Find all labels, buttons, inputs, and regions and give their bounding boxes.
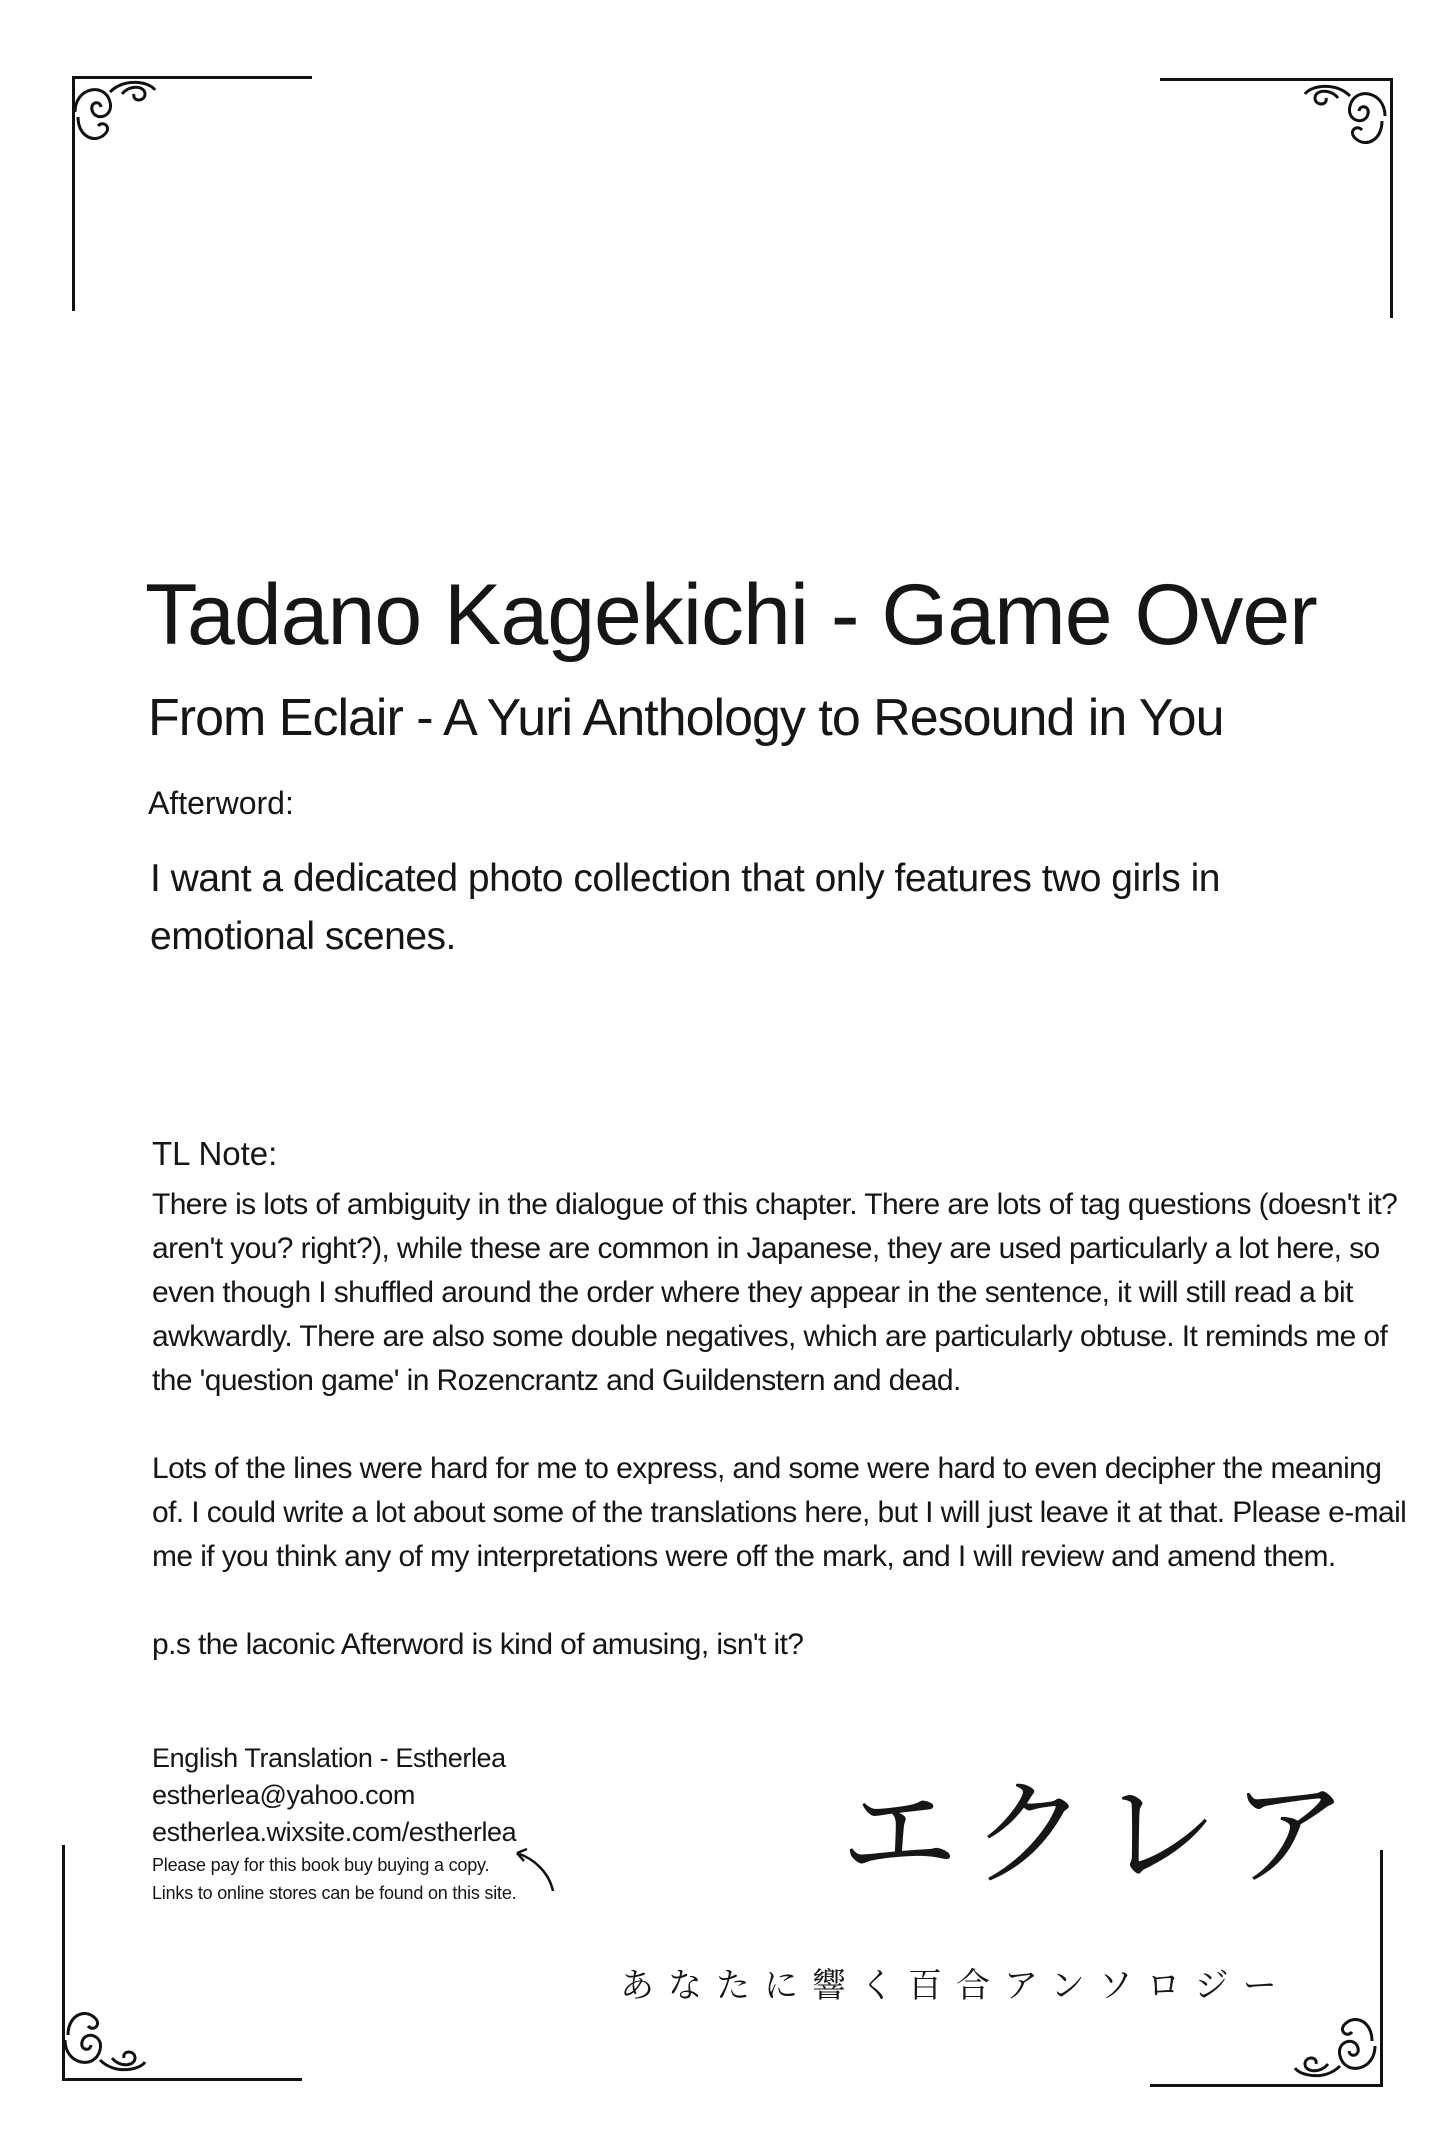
- purchase-note: Please pay for this book buy buying a copy.: [152, 1855, 490, 1875]
- scroll-ornament-icon: [1290, 1996, 1380, 2086]
- page-subtitle: From Eclair - A Yuri Anthology to Resound in You: [148, 689, 1224, 747]
- scroll-ornament-icon: [70, 72, 160, 162]
- tl-note-label: TL Note:: [152, 1135, 278, 1172]
- store-links-note: Links to online stores can be found on this site.: [152, 1883, 517, 1903]
- frame-bottom-right-vertical: [1380, 1850, 1383, 2086]
- afterword-text: I want a dedicated photo collection that only features two girls in emotional scenes.: [150, 857, 1220, 958]
- eclair-logo-subtitle: あなたに響く百合アンソロジー: [620, 1966, 1291, 2006]
- website-link[interactable]: estherlea.wixsite.com/estherlea: [152, 1817, 517, 1847]
- tl-note-paragraph: p.s the laconic Afterword is kind of amusing, isn't it?: [152, 1628, 804, 1661]
- page-title: Tadano Kagekichi - Game Over: [145, 567, 1317, 663]
- email-link[interactable]: estherlea@yahoo.com: [152, 1780, 415, 1810]
- afterword-label: Afterword:: [148, 785, 294, 821]
- scroll-ornament-icon: [60, 1990, 150, 2080]
- curved-arrow-icon: [505, 1843, 565, 1895]
- eclair-logo: エクレア: [840, 1765, 1361, 1903]
- tl-note-paragraph: Lots of the lines were hard for me to express, and some were hard to even decipher the meaning of. I could write a lot about some of the translations here, but I will just leave it at that. Please e-mail me if you think any of my interpretations were off the mark, and I will review and amend them.: [152, 1452, 1407, 1573]
- tl-note-body: [152, 1183, 1412, 1711]
- credits-block: [152, 1740, 672, 1907]
- translator-credit: English Translation - Estherlea: [152, 1743, 506, 1773]
- frame-top-right-vertical: [1390, 78, 1393, 318]
- tl-note-paragraph: There is lots of ambiguity in the dialogue of this chapter. There are lots of tag questions (doesn't it? aren't you? right?), while these are common in Japanese, they are used particularly a lot here, so even though I shuffled around the order where they appear in the sentence, it will still read a bit awkwardly. There are also some double negatives, which are particularly obtuse. It reminds me of the 'question game' in Rozencrantz and Guildenstern and dead.: [152, 1188, 1398, 1397]
- scroll-ornament-icon: [1300, 76, 1390, 166]
